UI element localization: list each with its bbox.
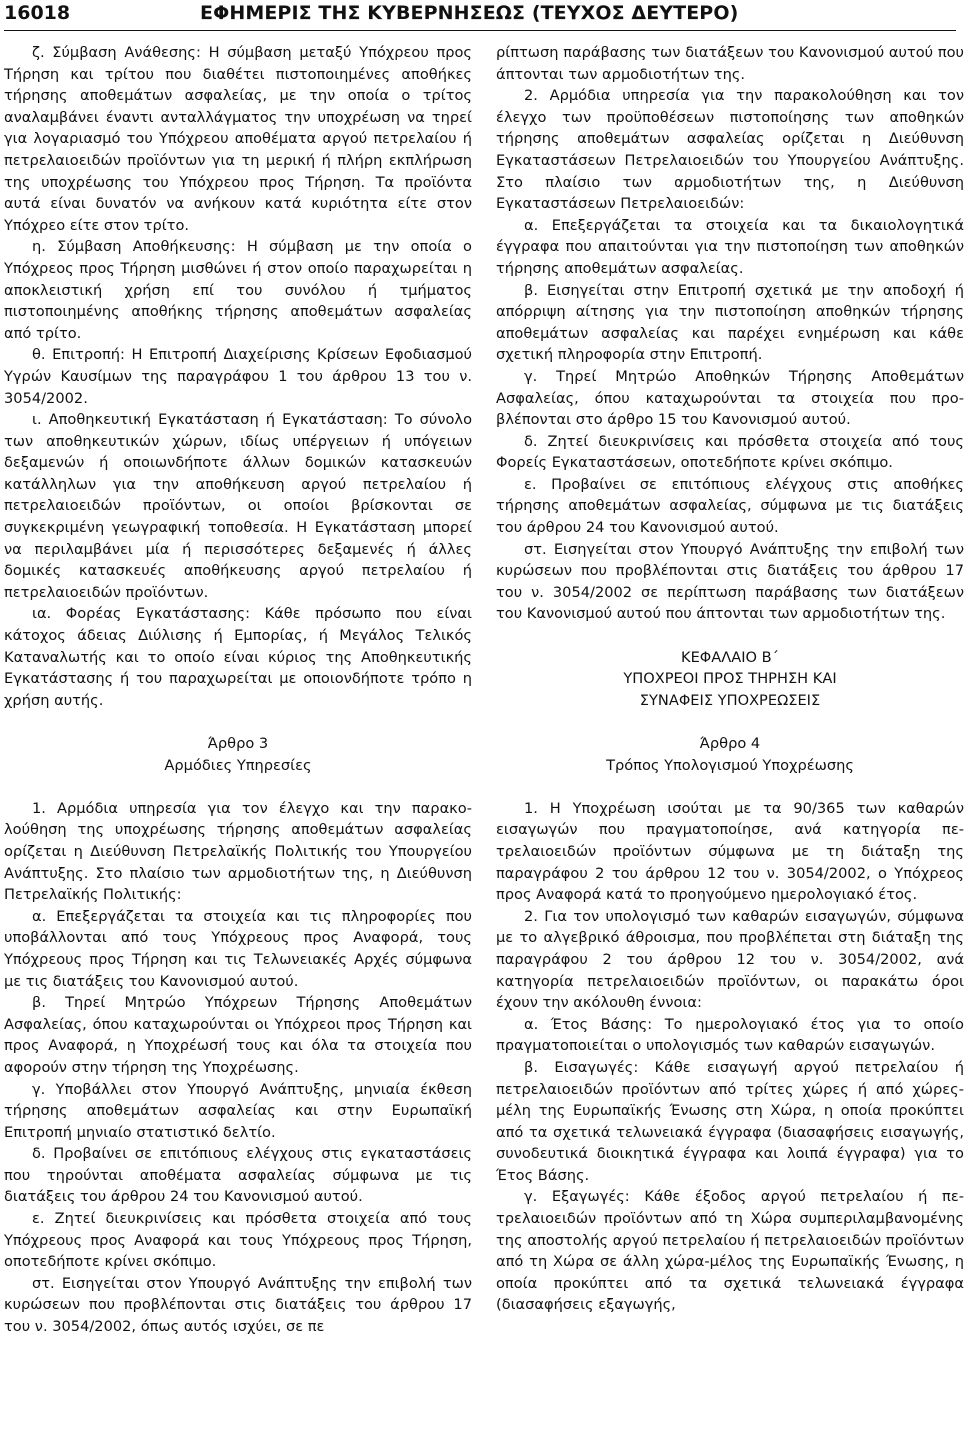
spacer bbox=[4, 711, 472, 733]
article-3-title: Άρθρο 3 bbox=[207, 735, 269, 752]
definition-zeta: ζ. Σύμβαση Ανάθεσης: Η σύμβαση μεταξύ Υπόχρεου προς Τήρηση και τρίτου που διαθέτει πιστοποιημένες αποθήκες τήρησης αποθεμάτων ασφαλείας, με την οποία ο τρίτος αναλαμβάνει έναντι ανταλλάγματος την υποχρέωση να τηρεί για λογαριασμό του Υπόχρεου αποθέματα αργού πετρελαίου ή πετρελαιοειδών προϊόντων για τη μερική ή πλήρη εκπλήρωση της υποχρέωσης του Υπόχρεου προς Τήρηση. Τα προϊόντα αυτά είναι δυνατόν να ανήκουν κατά κυριότητα είτε στον Υπόχρεο είτε στον τρίτο. bbox=[4, 44, 472, 234]
article-3-para-2b: β. Εισηγείται στην Επιτροπή σχετικά με την αποδοχή ή απόρριψη αίτησης για την πιστοποίηση αποθηκών τήρησης αποθεμάτων ασφαλείας και παρέχει ενημέρωση και κάθε σχετική πληροφορία στην Επιτροπή. bbox=[496, 281, 964, 364]
spacer bbox=[496, 711, 964, 733]
article-3-para-2a: α. Επεξεργάζεται τα στοιχεία και τα δικαιολογητικά έγγραφα που απαιτούνται για την πιστοποίηση των αποθηκών τήρησης αποθεμάτων ασφαλείας. bbox=[496, 216, 964, 277]
header-rule bbox=[4, 30, 956, 31]
chapter-subtitle-line-2: ΣΥΝΑΦΕΙΣ ΥΠΟΧΡΕΩΣΕΙΣ bbox=[639, 691, 821, 709]
continued-paragraph: ρίπτωση παράβασης των διατάξεων του Κανονισμού αυτού που άπτονται των αρμοδιοτήτων της. bbox=[496, 44, 964, 83]
journal-title: ΕΦΗΜΕΡΙΣ ΤΗΣ ΚΥΒΕΡΝΗΣΕΩΣ (ΤΕΥΧΟΣ ΔΕΥΤΕΡΟ) bbox=[200, 2, 739, 24]
article-4-para-1: 1. Η Υποχρέωση ισούται με τα 90/365 των καθαρών εισαγωγών που πραγματοποίησε, ανά κατηγορία πετρελαιοειδών προϊόντων σύμφωνα με τη διάταξη της παραγράφου 2 του άρθρου 12 του ν. 3054/2002, ο Υπόχρεος προς Αναφορά κατά το προηγούμενο ημερολογιακό έτος. bbox=[496, 799, 964, 904]
spacer bbox=[4, 776, 472, 798]
definition-ia: ια. Φορέας Εγκατάστασης: Κάθε πρόσωπο που είναι κάτοχος άδειας Διύλισης ή Εμπορίας, ή Μεγάλος Τελικός Καταναλωτής και το οποίο είναι κύριος της Αποθηκευτικής Εγκατάστασης ή του παραχωρείται με οποιονδήποτε τρόπο η χρήση αυτής. bbox=[4, 605, 472, 709]
definition-iota: ι. Αποθηκευτική Εγκατάσταση ή Εγκατάσταση: Το σύνολο των αποθηκευτικών χώρων, ιδίως υπέργειων ή υπόγειων δεξαμενών ή οποιωνδήποτε άλλων δομικών κατασκευών κατάλληλων για την αποθήκευση αργού πετρελαίου ή πετρελαιοειδών προϊόντων, οι οποίοι βρίσκονται σε συγκεκριμένη γεωγραφική τοποθεσία. Η Εγκατάσταση μπορεί να περιλαμβάνει μία ή περισσότερες δεξαμενές ή άλλες δομικές κατασκευές αποθήκευσης αργού πετρελαίου ή πετρελαιοειδών προϊόντων. bbox=[4, 411, 472, 601]
definition-theta: θ. Επιτροπή: Η Επιτροπή Διαχείρισης Κρίσεων Εφοδιασμού Υγρών Καυσίμων της παραγράφου 1 του άρθρου 13 του ν. 3054/2002. bbox=[4, 346, 472, 407]
article-3-para-2: 2. Αρμόδια υπηρεσία για την παρακολούθηση και τον έλεγχο των προϋποθέσεων πιστοποίησης των αποθηκών τήρησης αποθεμάτων ασφαλείας ορίζεται η Διεύθυνση Εγκαταστάσεων Πετρελαιοειδών του Υπουργείου Ανάπτυξης. Στο πλαίσιο των αρμοδιοτήτων της, η Διεύθυνση Εγκαταστάσεων Πετρελαιοειδών: bbox=[496, 87, 964, 213]
spacer bbox=[496, 776, 964, 798]
chapter-title: ΚΕΦΑΛΑΙΟ Β΄ bbox=[681, 648, 779, 666]
page-header bbox=[0, 0, 960, 30]
article-4-subtitle: Τρόπος Υπολογισμού Υποχρέωσης bbox=[606, 756, 854, 774]
article-4-para-2b: β. Εισαγωγές: Κάθε εισαγωγή αργού πετρελαίου ή πετρελαιοειδών προϊόντων από τρίτες χώρες ή από χώρες-μέλη της Ευρωπαϊκής Ένωσης στη Χώρα, η οποία προκύπτει από τα σχετικά τελωνειακά έγγραφα (διασαφήσεις εισαγωγής, συνοδευτικά διοικητικά έγγραφα και λοιπά έγγραφα) για το Έτος Βάσης. bbox=[496, 1058, 964, 1184]
article-4-title: Άρθρο 4 bbox=[699, 735, 761, 752]
article-4-para-2: 2. Για τον υπολογισμό των καθαρών εισαγωγών, σύμφωνα με το αλγεβρικό άθροισμα, που προβλέπεται στη διάταξη της παραγράφου 2 του άρθρου 12 του ν. 3054/2002, ανά κατηγορία πετρελαιοειδών προϊόντων, οι παρακάτω όροι έχουν την ακόλουθη έννοια: bbox=[496, 907, 964, 1012]
article-3-para-2d: δ. Ζητεί διευκρινίσεις και πρόσθετα στοιχεία από τους Φορείς Εγκαταστάσεων, οποτεδήποτε κρίνει σκόπιμο. bbox=[496, 432, 964, 472]
article-3-para-1c: γ. Υποβάλλει στον Υπουργό Ανάπτυξης, μηνιαία έκθεση τήρησης αποθεμάτων ασφαλείας και στην Ευρωπαϊκή Επιτροπή μηνιαίο στατιστικό δελτίο. bbox=[4, 1080, 472, 1141]
article-3-para-1b: β. Τηρεί Μητρώο Υπόχρεων Τήρησης Αποθεμάτων Ασφαλείας, όπου καταχωρούνται οι Υπόχρεοι προς Τήρηση και προς Αναφορά, η Υποχρέωσή τους και όλα τα στοιχεία που αφορούν στην τήρηση της Υποχρέωσης. bbox=[4, 994, 472, 1076]
article-3-para-1a: α. Επεξεργάζεται τα στοιχεία και τις πληροφορίες που υποβάλλονται από τους Υπόχρεους προς Αναφορά, τους Υπόχρεους προς Τήρηση και τις Τελωνειακές Αρχές σύμφωνα με τις διατάξεις του Κανονισμού αυτού. bbox=[4, 907, 472, 990]
article-3-para-1: 1. Αρμόδια υπηρεσία για τον έλεγχο και την παρακολούθηση της υποχρέωσης τήρησης αποθεμάτων ασφαλείας ορίζεται η Διεύθυνση Πετρελαϊκής Πολιτικής του Υπουργείου Ανάπτυξης. Στο πλαίσιο των αρμοδιοτήτων της, η Διεύθυνση Πετρελαϊκής Πολιτικής: bbox=[4, 799, 472, 904]
article-3-para-2e: ε. Προβαίνει σε επιτόπιους ελέγχους στις αποθήκες τήρησης αποθεμάτων ασφαλείας, σύμφωνα με τις διατάξεις του άρθρου 24 του Κανονισμού αυτού. bbox=[496, 475, 964, 537]
article-3-para-2c: γ. Τηρεί Μητρώο Αποθηκών Τήρησης Αποθεμάτων Ασφαλείας, όπου καταχωρούνται τα στοιχεία που προβλέπονται στο άρθρο 15 του Κανονισμού αυτού. bbox=[496, 367, 964, 429]
article-3-para-1st: στ. Εισηγείται στον Υπουργό Ανάπτυξης την επιβολή των κυρώσεων που προβλέπονται στις διατάξεις του άρθρου 17 του ν. 3054/2002, όπως αυτός ισχύει, σε πε bbox=[4, 1274, 472, 1336]
definition-eta: η. Σύμβαση Αποθήκευσης: Η σύμβαση με την οποία ο Υπόχρεος προς Τήρηση μισθώνει ή στον οποίο παραχωρείται η αποκλειστική χρήση επί του συνόλου ή τμήματος πιστοποιημένης αποθήκης τήρησης αποθεμάτων ασφαλείας από τρίτο. bbox=[4, 238, 472, 342]
page-number: 16018 bbox=[4, 2, 71, 24]
article-4-para-2a: α. Έτος Βάσης: Το ημερολογιακό έτος για το οποίο πραγματοποιείται ο υπολογισμός των καθαρών εισαγωγών. bbox=[496, 1015, 964, 1055]
chapter-subtitle-line-1: ΥΠΟΧΡΕΟΙ ΠΡΟΣ ΤΗΡΗΣΗ ΚΑΙ bbox=[623, 670, 837, 688]
article-3-para-1d: δ. Προβαίνει σε επιτόπιους ελέγχους στις εγκαταστάσεις που τηρούνται αποθέματα ασφαλείας σύμφωνα με τις διατάξεις του άρθρου 24 του Κανονισμού αυτού. bbox=[4, 1145, 472, 1206]
article-3-subtitle: Αρμόδιες Υπηρεσίες bbox=[164, 756, 312, 774]
left-column bbox=[4, 42, 472, 1338]
article-3-para-2st: στ. Εισηγείται στον Υπουργό Ανάπτυξης την επιβολή των κυρώσεων που προβλέπονται στις διατάξεις του άρθρου 17 του ν. 3054/2002 σε περίπτωση παράβασης των διατάξεων του Κανονισμού αυτού που άπτονται των αρμοδιοτήτων της. bbox=[496, 540, 964, 623]
right-column bbox=[496, 42, 964, 1316]
spacer bbox=[496, 625, 964, 647]
article-3-para-1e: ε. Ζητεί διευκρινίσεις και πρόσθετα στοιχεία από τους Υπόχρεους προς Αναφορά και τους Υπόχρεους προς Τήρηση, οποτεδήποτε κρίνει σκόπιμο. bbox=[4, 1210, 472, 1271]
article-4-para-2c: γ. Εξαγωγές: Κάθε έξοδος αργού πετρελαίου ή πετρελαιοειδών προϊόντων από τη Χώρα συμπεριλαμβανομένης της αποστολής αργού πετρελαίου ή πετρελαιοειδών προϊόντων από τη Χώρα σε άλλη χώρα-μέλος της Ευρωπαϊκής Ένωσης, η οποία προκύπτει από τα σχετικά τελωνειακά έγγραφα (διασαφήσεις εξαγωγής, bbox=[496, 1188, 964, 1314]
